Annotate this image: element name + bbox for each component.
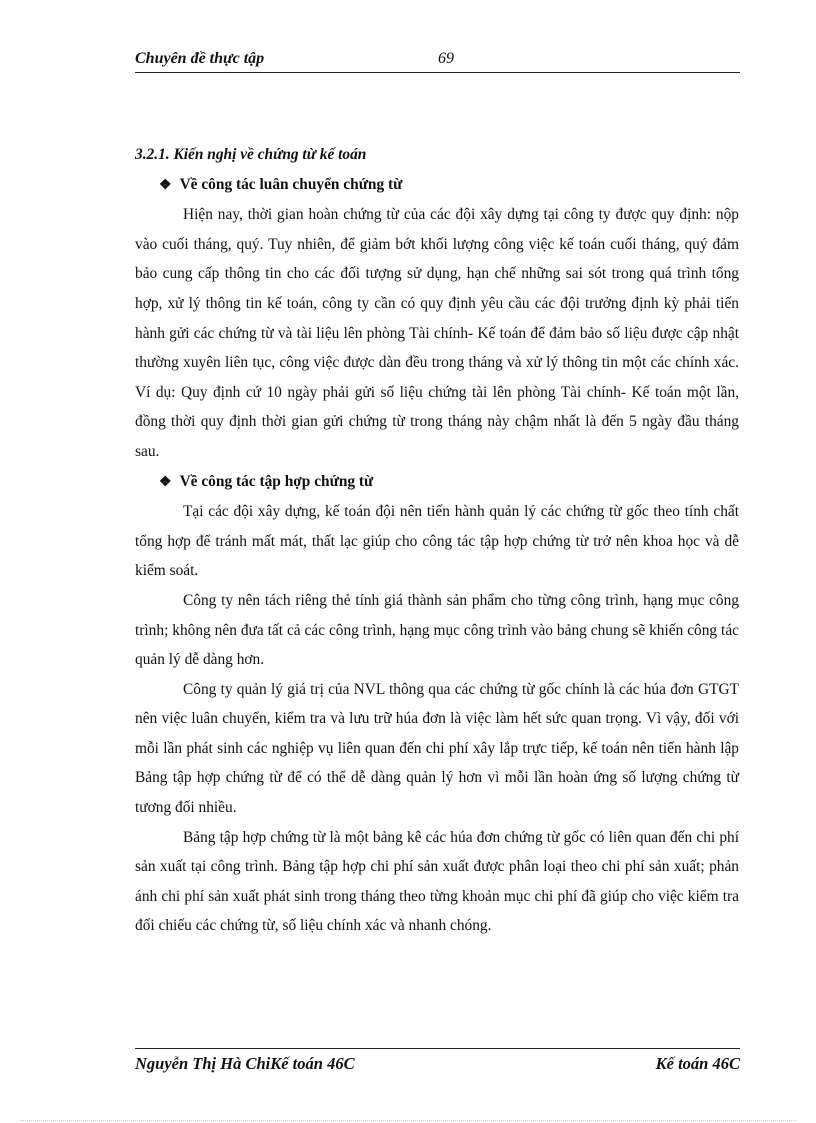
paragraph-1: Hiện nay, thời gian hoàn chứng từ của các đội xây dựng tại công ty được quy định: nộp vào cuối tháng, quý. Tuy nhiên, để giảm bớt khối lượng công việc kế toán cuối tháng, quý đảm bảo cung cấp thông tin cho các đối tượng sử dụng, hạn chế những sai sót trong quá trình tổng hợp, xử lý thông tin kế toán, công ty cần có quy định yêu cầu các đội trưởng định kỳ phải tiến hành gửi các chứng từ và tài liệu lên phòng Tài chính- Kế toán để đảm bảo số liệu được cập nhật thường xuyên liên tục, công việc được dàn đều trong tháng và xử lý thông tin một các chính xác. Ví dụ: Quy định cứ 10 ngày phải gửi số liệu chứng tài lên phòng Tài chính- Kế toán một lần, đồng thời quy định thời gian gửi chứng từ trong tháng này chậm nhất là đến 5 ngày đầu tháng sau. [135, 206, 739, 460]
page-header [135, 48, 740, 73]
diamond-bullet-icon: ❖ [159, 177, 172, 193]
footer-author: Nguyễn Thị Hà ChiKế toán 46C [135, 1054, 355, 1073]
header-title: Chuyên đề thực tập [135, 50, 265, 67]
page-footer [135, 1048, 740, 1074]
section-title: 3.2.1. Kiến nghị về chứng từ kế toán [135, 146, 367, 163]
page-number: 69 [438, 50, 454, 67]
diamond-bullet-icon: ❖ [159, 474, 172, 490]
document-body [135, 140, 739, 941]
paragraph-4: Công ty quản lý giá trị của NVL thông qua các chứng từ gốc chính là các húa đơn GTGT nên việc luân chuyển, kiểm tra và lưu trữ húa đơn là việc làm hết sức quan trọng. Vì vậy, đối với mỗi lần phát sinh các nghiệp vụ liên quan đến chi phí xây lắp trực tiếp, kế toán nên tiến hành lập Bảng tập hợp chứng từ để có thể dễ dàng quản lý hơn vì mỗi lần hoàn ứng số lượng chứng từ tương đối nhiều. [135, 680, 739, 817]
bullet-heading-1-text: Về công tác luân chuyển chứng từ [179, 175, 403, 193]
page-bottom-divider [20, 1120, 796, 1121]
paragraph-3: Công ty nên tách riêng thẻ tính giá thành sản phẩm cho từng công trình, hạng mục công trình; không nên đưa tất cả các công trình, hạng mục công trình vào bảng chung sẽ khiến công tác quản lý dễ dàng hơn. [135, 591, 739, 669]
paragraph-5: Bảng tập hợp chứng từ là một bảng kê các húa đơn chứng từ gốc có liên quan đến chi phí sản xuất tại công trình. Bảng tập hợp chi phí sản xuất được phân loại theo chi phí sản xuất; phản ánh chi phí sản xuất phát sinh trong tháng theo từng khoản mục chi phí đã giúp cho việc kiểm tra đối chiếu các chứng từ, số liệu chính xác và nhanh chóng. [135, 828, 739, 935]
bullet-heading-2 [135, 467, 739, 498]
bullet-heading-1 [135, 170, 739, 201]
bullet-heading-2-text: Về công tác tập hợp chứng từ [179, 472, 374, 490]
paragraph-2: Tại các đội xây dựng, kế toán đội nên tiến hành quản lý các chứng từ gốc theo tính chất tổng hợp để tránh mất mát, thất lạc giúp cho công tác tập hợp chứng từ trở nên khoa học và dễ kiểm soát. [135, 503, 739, 580]
footer-department: Kế toán 46C [655, 1054, 740, 1073]
